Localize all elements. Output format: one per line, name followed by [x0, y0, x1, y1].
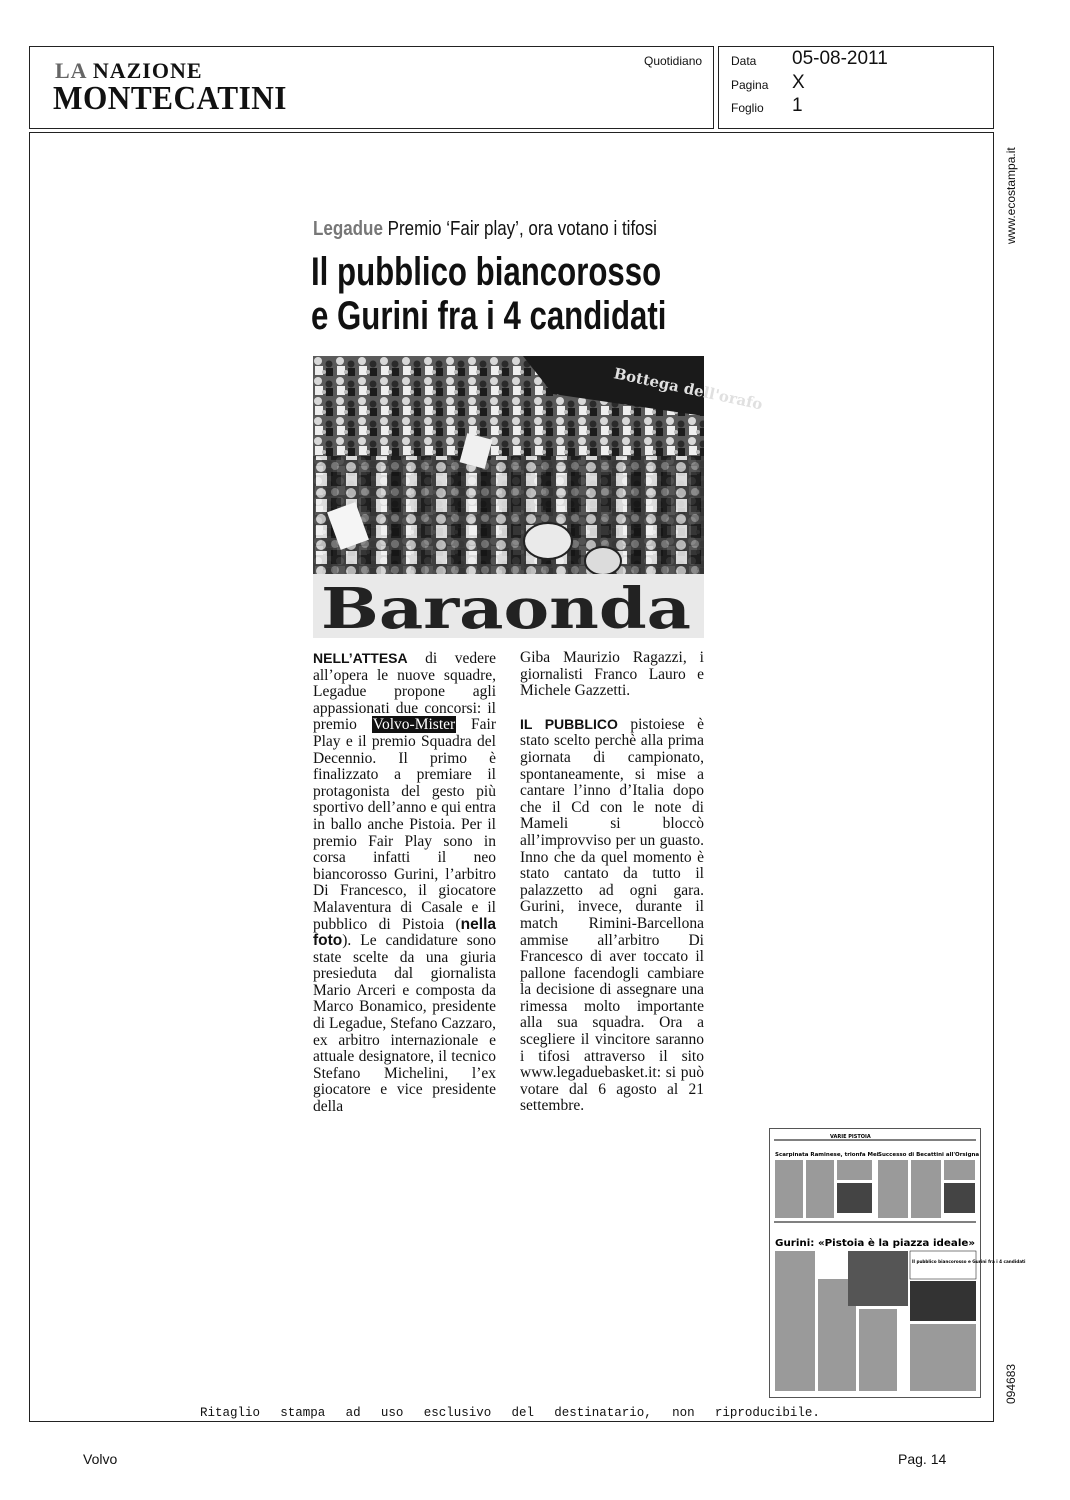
col1-bold-inline: nella foto: [313, 915, 496, 950]
column-2-paragraph-2: [520, 716, 704, 1115]
disclaimer-word: uso: [380, 1406, 404, 1420]
thumbnail-headline-1: Scarpinata Raminese, trionfa Mei: [775, 1152, 879, 1158]
article-column-1: [313, 650, 496, 1132]
col1-lead: NELL’ATTESA: [313, 650, 408, 666]
photo-banner-text: Bottega dell'orafo: [612, 364, 765, 414]
col1-text-c: ). Le candidature sono state scelte da una giuria presieduta dal giornalista Mario Arceri e composta da Marco Bonamico, presidente di Legadue, Stefano Cazzaro, ex arbitro internazionale e attuale designatore, il tecnico Stefano Michelini, l’ex giocatore e vice presidente della: [313, 932, 496, 1116]
publication-name-large: MONTECATINI: [53, 80, 287, 117]
data-value: 05-08-2011: [792, 48, 888, 69]
headline-line-1: Il pubblico biancorosso: [311, 250, 662, 294]
disclaimer-word: ad: [345, 1406, 361, 1420]
col2-text-b: pistoiese è stato scelto perchè alla prima giornata di campionato, spontaneamente, si mise a cantare l’inno d’Italia dopo che il Cd con le note di Mameli si bloccò all’improvviso per un guasto. Inno che da quel momento è stato cantato da tutto il palazzetto ad ogni gara. Gurini, invece, durante il match Rimini-Barcellona ammise all’arbitro Di Francesco di aver toccato il pallone facendogli cambiare la decisione di assegnare una rimessa molto importante alla sua squadra. Ora a scegliere il vincitore saranno i tifosi attraverso il sito www.legaduebasket.it: si può votare dal 6 agosto al 21 settembre.: [520, 715, 704, 1115]
pagina-value: X: [792, 72, 805, 93]
pagina-label: Pagina: [731, 78, 769, 92]
client-name: Volvo: [83, 1451, 118, 1467]
column-1-paragraph: [313, 650, 496, 1116]
disclaimer-word: esclusivo: [423, 1406, 492, 1420]
publication-la: LA: [55, 58, 87, 83]
disclaimer-word: Ritaglio: [200, 1406, 261, 1420]
disclaimer-word: stampa: [280, 1406, 326, 1420]
thumbnail-main-headline: Gurini: «Pistoia è la piazza ideale»: [775, 1238, 975, 1249]
disclaimer-word: destinatario,: [554, 1406, 652, 1420]
fans-photo-image: [313, 356, 765, 642]
thumbnail-headline-2: Successo di Becattini all'Orsigna: [878, 1152, 980, 1158]
kicker-text: Premio ‘Fair play’, ora votano i tifosi: [387, 218, 657, 240]
publication-nazione: NAZIONE: [92, 58, 203, 83]
article-headline: [311, 250, 666, 338]
volvo-mister-highlight: Volvo-Mister: [372, 716, 456, 734]
article-column-2: [520, 650, 704, 1131]
disclaimer-word: non: [672, 1406, 695, 1420]
col2-lead: IL PUBBLICO: [520, 715, 618, 732]
photo-bottom-text: Baraonda: [321, 576, 691, 642]
headline-line-2: e Gurini fra i 4 candidati: [311, 294, 667, 338]
page-number: Pag. 14: [898, 1451, 947, 1467]
disclaimer-line: [200, 1406, 820, 1420]
foglio-value: 1: [792, 95, 803, 116]
thumbnail-sub-headline: Il pubblico biancorosso e Gurini fra i 4 candidati: [912, 1259, 1026, 1264]
disclaimer-word: del: [511, 1406, 534, 1420]
fans-photo: [313, 356, 765, 642]
column-2-paragraph-1: Giba Maurizio Ragazzi, i giornalisti Franco Lauro e Michele Gazzetti.: [520, 649, 704, 700]
disclaimer-word: riproducibile.: [714, 1406, 820, 1420]
website-side-text: www.ecostampa.it: [1004, 147, 1018, 244]
code-side-text: 094683: [1004, 1363, 1018, 1404]
data-label: Data: [731, 54, 757, 68]
kicker-tag: Legadue: [313, 218, 383, 240]
article-kicker: [313, 218, 657, 241]
col1-text-b: Fair Play e il premio Squadra del Decennio. Il primo è finalizzato a premiare il protagonista del gesto più sportivo dell’anno e qui entra in ballo anche Pistoia. Per il premio Fair Play sono in corsa infatti il neo biancorosso Gurini, l’arbitro Di Francesco, il giocatore Malaventura di Casale e il pubblico di Pistoia (: [313, 716, 497, 933]
publication-type: Quotidiano: [644, 54, 703, 68]
thumbnail-section: VARIE PISTOIA: [830, 1134, 871, 1140]
col1-text-a: di vedere all’opera le nuove squadre, Legadue propone agli appassionati due concorsi: il premio: [313, 650, 496, 734]
foglio-label: Foglio: [731, 101, 764, 115]
